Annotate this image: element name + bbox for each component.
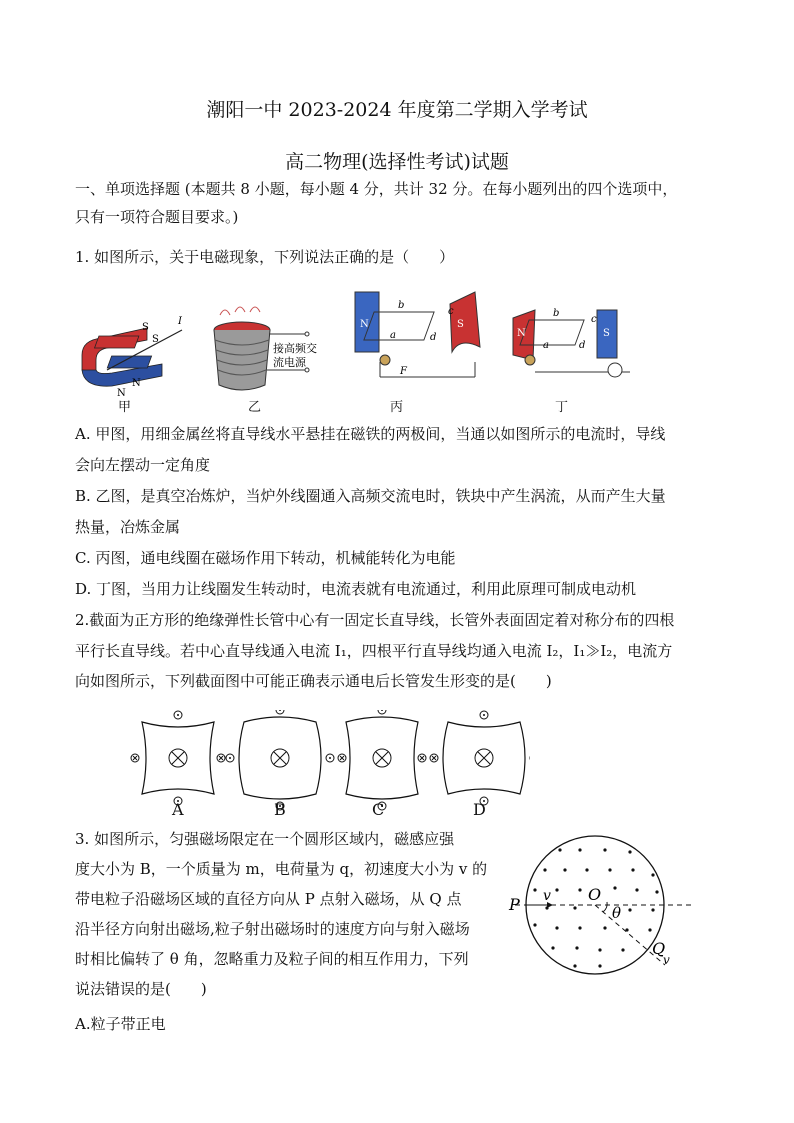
svg-text:S: S [142, 322, 149, 333]
svg-text:流电源: 流电源 [273, 356, 306, 369]
q2-stem-3: 向如图所示，下列截面图中可能正确表示通电后长管发生形变的是( ) [75, 672, 552, 690]
page-subtitle: 高二物理(选择性考试)试题 [285, 151, 509, 173]
figure-yi [195, 300, 335, 400]
svg-text:N: N [517, 328, 526, 339]
q3-stem-1: 3. 如图所示，匀强磁场限定在一个圆形区域内，磁感应强 [75, 830, 455, 848]
figure-ding-caption: 丁 [555, 400, 569, 415]
svg-text:S: S [152, 334, 159, 345]
figure-ding [505, 290, 640, 390]
svg-text:P: P [509, 895, 520, 914]
q2-figure-c [338, 710, 426, 810]
q2-figure-a [131, 711, 225, 805]
svg-text:S: S [603, 328, 610, 339]
q3-stem-6: 说法错误的是( ) [75, 980, 207, 998]
svg-text:Q: Q [652, 939, 666, 958]
q3-figure [505, 830, 700, 980]
svg-text:a: a [390, 330, 396, 341]
svg-text:F: F [400, 366, 407, 377]
q1-option-a-cont: 会向左摆动一定角度 [75, 456, 211, 474]
q1-option-a: A. 甲图，用细金属丝将直导线水平悬挂在磁铁的两极间，当通以如图所示的电流时，导线 [75, 425, 666, 443]
svg-text:c: c [591, 314, 597, 325]
svg-text:N: N [117, 388, 126, 399]
svg-text:θ: θ [612, 904, 622, 922]
q2-stem-2: 平行长直导线。若中心直导线通入电流 I₁，四根平行直导线均通入电流 I₂，I₁≫I₂，电流方 [75, 642, 673, 660]
q2-label-b: B [274, 800, 286, 819]
figure-bing [340, 282, 490, 392]
q2-label-c: C [372, 800, 385, 819]
q2-stem-1: 2.截面为正方形的绝缘弹性长管中心有一固定长直导线，长管外表面固定着对称分布的四根 [75, 611, 675, 629]
svg-text:d: d [430, 332, 437, 343]
q3-stem-5: 时相比偏转了 θ 角，忽略重力及粒子间的相互作用力，下列 [75, 950, 469, 968]
q1-option-b: B. 乙图，是真空冶炼炉，当炉外线圈通入高频交流电时，铁块中产生涡流，从而产生大量 [75, 487, 666, 505]
figure-jia [72, 300, 192, 410]
svg-text:I: I [178, 316, 182, 327]
svg-text:v: v [543, 888, 551, 904]
q1-option-b-cont: 热量，冶炼金属 [75, 518, 181, 536]
svg-text:接高频交: 接高频交 [273, 342, 317, 355]
svg-text:b: b [553, 308, 560, 319]
figure-yi-caption: 乙 [248, 400, 262, 415]
svg-text:S: S [457, 319, 464, 330]
q3-stem-3: 带电粒子沿磁场区域的直径方向从 P 点射入磁场，从 Q 点 [75, 890, 462, 908]
q2-label-d: D [473, 800, 486, 819]
q2-label-a: A [172, 800, 184, 819]
svg-text:d: d [579, 340, 586, 351]
q3-stem-4: 沿半径方向射出磁场,粒子射出磁场时的速度方向与射入磁场 [75, 920, 470, 938]
q1-stem: 1. 如图所示，关于电磁现象，下列说法正确的是（ ） [75, 248, 455, 266]
figure-jia-caption: 甲 [118, 400, 132, 415]
svg-text:b: b [398, 300, 405, 311]
page-title: 潮阳一中 2023-2024 年度第二学期入学考试 [206, 99, 588, 121]
svg-text:O: O [588, 885, 602, 904]
svg-text:c: c [448, 306, 454, 317]
svg-text:a: a [543, 340, 549, 351]
q3-stem-2: 度大小为 B，一个质量为 m，电荷量为 q，初速度大小为 v 的 [75, 860, 488, 878]
svg-text:v: v [663, 953, 670, 967]
svg-text:N: N [360, 319, 369, 330]
q2-figure-b [226, 710, 334, 810]
figure-bing-caption: 丙 [390, 400, 404, 415]
q1-option-d: D. 丁图，当用力让线圈发生转动时，电流表就有电流通过，利用此原理可制成电动机 [75, 580, 637, 598]
svg-text:N: N [132, 378, 141, 389]
section-heading: 一、单项选择题 (本题共 8 小题，每小题 4 分，共计 32 分。在每小题列出的四个选项中， [75, 180, 678, 198]
q1-option-c: C. 丙图，通电线圈在磁场作用下转动，机械能转化为电能 [75, 549, 456, 567]
q2-figure-d [430, 711, 530, 805]
q3-option-a: A.粒子带正电 [75, 1015, 166, 1033]
q2-figures [130, 710, 530, 820]
section-heading-cont: 只有一项符合题目要求。) [75, 208, 239, 226]
